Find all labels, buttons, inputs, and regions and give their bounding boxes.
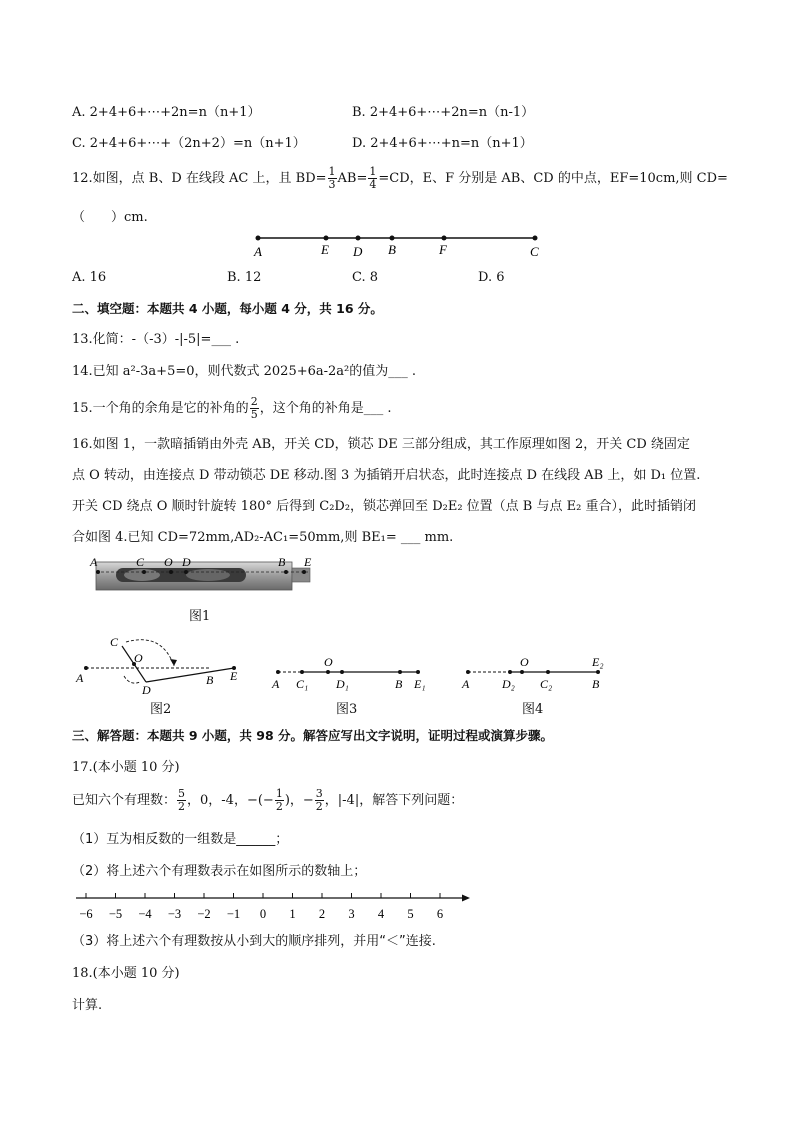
number-line-ticks bbox=[79, 893, 443, 921]
point-a bbox=[256, 236, 261, 241]
tick-label-1: −5 bbox=[108, 907, 123, 921]
fig4-label-d2: D₂ bbox=[502, 677, 515, 691]
q16-line-2: 点 O 转动，由连接点 D 带动锁芯 DE 移动.图 3 为插销开启状态，此时连接点 D 在线段 AB 上，如 D₁ 位置. bbox=[72, 468, 701, 483]
fig1-label-d: D bbox=[182, 555, 191, 569]
label-a: A bbox=[254, 244, 262, 259]
q12-option-d: D. 6 bbox=[478, 270, 505, 285]
fig1-latch-photo bbox=[86, 552, 326, 598]
fig3-label-o: O bbox=[324, 655, 333, 669]
fig1-label-o: O bbox=[164, 555, 173, 569]
number-line-arrow bbox=[462, 895, 470, 902]
fig2-label-b: B bbox=[206, 673, 214, 687]
q11-option-b: B. 2+4+6+⋯+2n=n（n-1） bbox=[352, 105, 535, 120]
tick-label-11: 5 bbox=[407, 907, 414, 921]
q17-fraction-5-2: $\frac{5}{2}$ bbox=[178, 787, 186, 813]
tick-label-6: 0 bbox=[259, 907, 267, 921]
q12-fraction-2: $\frac{1}{4}$ bbox=[369, 165, 377, 191]
fig4-label-c2: C₂ bbox=[540, 677, 553, 691]
point-d bbox=[356, 236, 361, 241]
fig1-label-e: E bbox=[304, 555, 312, 569]
label-d: D bbox=[353, 244, 363, 259]
fig2-label-e: E bbox=[230, 669, 238, 683]
tick-label-4: −2 bbox=[197, 907, 211, 921]
q11-option-a: A. 2+4+6+⋯+2n=n（n+1） bbox=[72, 105, 261, 120]
point-c bbox=[533, 236, 538, 241]
fig2-label-a: A bbox=[76, 671, 84, 685]
fig3-caption: 图3 bbox=[336, 702, 358, 717]
q17-intro-post: ，|-4|，解答下列问题： bbox=[324, 793, 464, 808]
tick-label-3: −3 bbox=[167, 907, 182, 921]
tick-label-0: −6 bbox=[79, 907, 93, 921]
point-b bbox=[390, 236, 395, 241]
q12-fraction-1: $\frac{1}{3}$ bbox=[328, 165, 336, 191]
q17-part-3: （3）将上述六个有理数按从小到大的顺序排列，并用“＜”连接. bbox=[72, 934, 436, 949]
label-e: E bbox=[321, 242, 329, 257]
q12-stem-pre: 12.如图，点 B、D 在线段 AC 上，且 BD= bbox=[72, 171, 327, 186]
q12-option-c: C. 8 bbox=[352, 270, 379, 285]
latch-knob bbox=[124, 569, 160, 581]
q13: 13.化简：-（-3）-|-5|=___ . bbox=[72, 332, 240, 347]
section-3-heading: 三、解答题：本题共 9 小题，共 98 分。解答应写出文字说明，证明过程或演算步骤。 bbox=[72, 728, 554, 743]
fig3-label-c1: C₁ bbox=[296, 677, 309, 691]
tick-label-12: 6 bbox=[436, 907, 444, 921]
fig1-label-a: A bbox=[90, 555, 98, 569]
q16-line-1: 16.如图 1，一款暗插销由外壳 AB，开关 CD，锁芯 DE 三部分组成，其工作原理如图 2，开关 CD 绕固定 bbox=[72, 437, 690, 452]
q11-option-d: D. 2+4+6+⋯+n=n（n+1） bbox=[352, 136, 533, 151]
q12-stem-mid: AB= bbox=[337, 171, 368, 186]
q15-fraction: $\frac{2}{5}$ bbox=[250, 395, 258, 421]
q17-part-1: （1）互为相反数的一组数是______； bbox=[72, 832, 289, 847]
label-c: C bbox=[530, 244, 539, 259]
fig3-diagram bbox=[268, 654, 438, 694]
fig2-diagram bbox=[70, 632, 250, 698]
q17-header: 17.(本小题 10 分) bbox=[72, 760, 180, 775]
fig2-label-d: D bbox=[142, 683, 151, 697]
q12-stem bbox=[72, 166, 728, 191]
q15 bbox=[72, 396, 391, 421]
q18-body: 计算. bbox=[72, 998, 103, 1013]
q17-fraction-1-2: $\frac{1}{2}$ bbox=[275, 787, 283, 813]
q12-stem-post: =CD，E、F 分别是 AB、CD 的中点，EF=10cm,则 CD= bbox=[378, 171, 728, 186]
latch-bolt bbox=[292, 568, 310, 582]
q16-line-3: 开关 CD 绕点 O 顺时针旋转 180° 后得到 C₂D₂，锁芯弹回至 D₂E₂ 位置（点 B 与点 E₂ 重合），此时插销闭 bbox=[72, 499, 696, 514]
fig4-label-a: A bbox=[462, 677, 470, 691]
q12-stem-line2: （ ）cm. bbox=[72, 210, 148, 225]
q17-mid-2: )，− bbox=[284, 793, 314, 808]
fig3-label-e1: E₁ bbox=[414, 677, 426, 691]
tick-label-2: −4 bbox=[138, 907, 152, 921]
q17-mid-1: ，0，-4，−(− bbox=[187, 793, 274, 808]
q18-header: 18.(本小题 10 分) bbox=[72, 966, 180, 981]
tick-label-5: −1 bbox=[226, 907, 241, 921]
fig4-caption: 图4 bbox=[522, 702, 544, 717]
point-e bbox=[324, 236, 329, 241]
section-2-heading: 二、填空题：本题共 4 小题，每小题 4 分，共 16 分。 bbox=[72, 301, 383, 316]
q14: 14.已知 a²-3a+5=0，则代数式 2025+6a-2a²的值为___ . bbox=[72, 364, 417, 379]
q17-number-line bbox=[70, 886, 480, 926]
q17-intro bbox=[72, 786, 463, 816]
fig3-label-d1: D₁ bbox=[336, 677, 349, 691]
fig1-label-c: C bbox=[136, 555, 145, 569]
fig1-label-b: B bbox=[278, 555, 286, 569]
fig3-label-b: B bbox=[395, 677, 403, 691]
fig4-label-o: O bbox=[520, 655, 529, 669]
fig2-caption: 图2 bbox=[150, 702, 172, 717]
q12-option-a: A. 16 bbox=[72, 270, 107, 285]
fig4-label-e2: E₂ bbox=[592, 655, 604, 669]
q12-segment-figure bbox=[250, 228, 550, 262]
q15-pre: 15.一个角的余角是它的补角的 bbox=[72, 401, 249, 416]
fig2-label-c: C bbox=[110, 635, 119, 649]
tick-label-10: 4 bbox=[377, 907, 385, 921]
fig4-diagram bbox=[458, 654, 628, 694]
q12-option-b: B. 12 bbox=[227, 270, 262, 285]
label-b: B bbox=[388, 242, 396, 257]
tick-label-8: 2 bbox=[318, 907, 326, 921]
tick-label-9: 3 bbox=[348, 907, 355, 921]
fig2-label-o: O bbox=[134, 651, 143, 665]
fig3-label-a: A bbox=[272, 677, 280, 691]
q17-fraction-3-2: $\frac{3}{2}$ bbox=[315, 787, 323, 813]
fig4-label-b: B bbox=[592, 677, 600, 691]
q15-post: ，这个角的补角是___ . bbox=[259, 401, 392, 416]
fig1-caption: 图1 bbox=[189, 609, 211, 624]
q17-intro-pre: 已知六个有理数： bbox=[72, 793, 177, 808]
fig2-core-de bbox=[146, 668, 234, 682]
q11-option-c: C. 2+4+6+⋯+（2n+2）=n（n+1） bbox=[72, 136, 306, 151]
label-f: F bbox=[439, 242, 447, 257]
q17-part-2: （2）将上述六个有理数表示在如图所示的数轴上； bbox=[72, 864, 367, 879]
q16-line-4: 合如图 4.已知 CD=72mm,AD₂-AC₁=50mm,则 BE₁= ___ mm. bbox=[72, 530, 454, 545]
tick-label-7: 1 bbox=[289, 907, 296, 921]
point-f bbox=[442, 236, 447, 241]
